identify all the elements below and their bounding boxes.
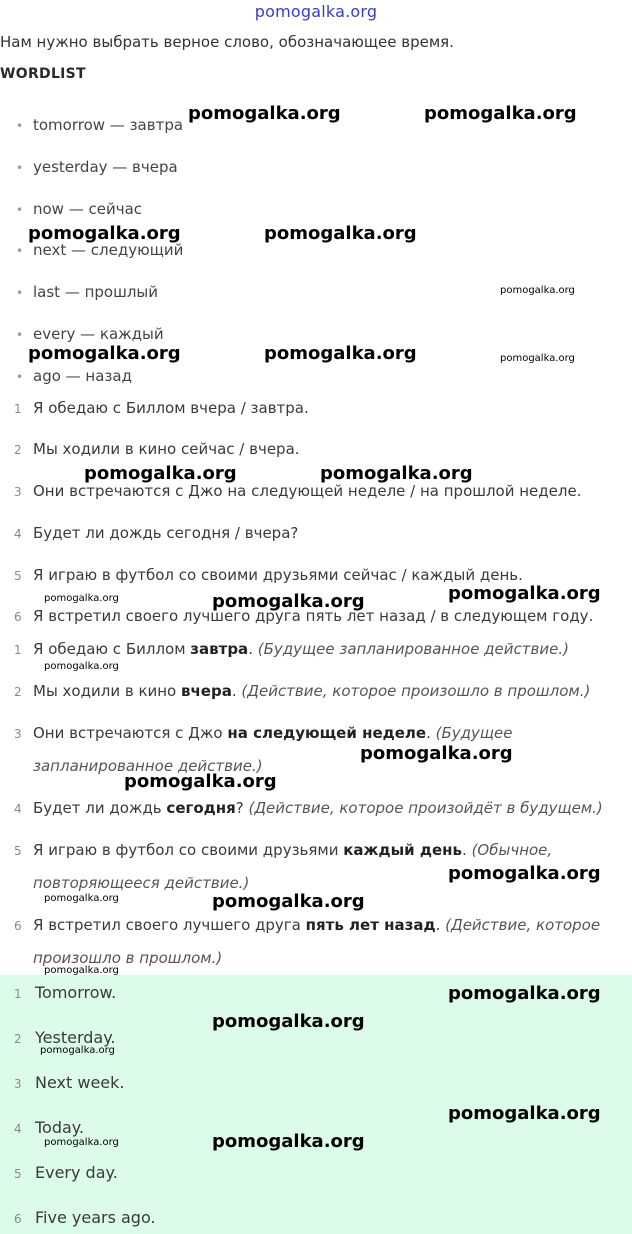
answer-note-continued: запланированное действие.) (33, 757, 263, 775)
short-answer: 1 Tomorrow. (14, 983, 117, 1002)
answer-item: 5 Я играю в футбол со своими друзьями каждый день. (Обычное, (14, 841, 553, 859)
answer-item: 3 Они встречаются с Джо на следующей неделе. (Будущее (14, 724, 513, 742)
watermark: pomogalka.org (500, 285, 575, 296)
watermark: pomogalka.org (448, 863, 601, 884)
wordlist-item: • last — прошлый (16, 283, 159, 301)
exercise-item: 5 Я играю в футбол со своими друзьями сейчас / каждый день. (14, 566, 523, 584)
short-answer: 2 Yesterday. (14, 1028, 116, 1047)
watermark: pomogalka.org (320, 463, 473, 484)
answer-item: 4 Будет ли дождь сегодня? (Действие, которое произойдёт в будущем.) (14, 799, 603, 817)
watermark: pomogalka.org (188, 103, 341, 124)
site-logo[interactable]: pomogalka.org (254, 2, 378, 21)
watermark: pomogalka.org (84, 463, 237, 484)
watermark: pomogalka.org (212, 1011, 365, 1032)
watermark: pomogalka.org (44, 1137, 119, 1148)
answer-note-continued: повторяющееся действие.) (33, 874, 250, 892)
exercise-item: 1 Я обедаю с Биллом вчера / завтра. (14, 399, 309, 417)
bullet-icon: • (16, 244, 24, 258)
exercise-item: 2 Мы ходили в кино сейчас / вчера. (14, 440, 300, 458)
answer-item: 2 Мы ходили в кино вчера. (Действие, которое произошло в прошлом.) (14, 682, 591, 700)
watermark: pomogalka.org (448, 983, 601, 1004)
watermark: pomogalka.org (360, 743, 513, 764)
watermark: pomogalka.org (44, 893, 119, 904)
wordlist-title: WORDLIST (0, 66, 86, 82)
bullet-icon: • (16, 119, 24, 133)
wordlist-item: • yesterday — вчера (16, 158, 178, 176)
watermark: pomogalka.org (264, 343, 417, 364)
wordlist-item: • tomorrow — завтра (16, 116, 184, 134)
bullet-icon: • (16, 286, 24, 300)
wordlist-item: • ago — назад (16, 367, 132, 385)
watermark: pomogalka.org (212, 1131, 365, 1152)
watermark: pomogalka.org (28, 223, 181, 244)
answer-item: 1 Я обедаю с Биллом завтра. (Будущее запланированное действие.) (14, 640, 569, 658)
bullet-icon: • (16, 203, 24, 217)
watermark: pomogalka.org (28, 343, 181, 364)
short-answer: 5 Every day. (14, 1163, 118, 1182)
exercise-item: 6 Я встретил своего лучшего друга пять лет назад / в следующем году. (14, 607, 594, 625)
watermark: pomogalka.org (212, 591, 365, 612)
watermark: pomogalka.org (500, 353, 575, 364)
watermark: pomogalka.org (424, 103, 577, 124)
exercise-item: 3 Они встречаются с Джо на следующей неделе / на прошлой неделе. (14, 482, 582, 500)
short-answer: 6 Five years ago. (14, 1208, 156, 1227)
answer-note-continued: произошло в прошлом.) (33, 949, 223, 967)
watermark: pomogalka.org (40, 1045, 115, 1056)
watermark: pomogalka.org (448, 583, 601, 604)
watermark: pomogalka.org (264, 223, 417, 244)
wordlist-item: • now — сейчас (16, 200, 143, 218)
bullet-icon: • (16, 328, 24, 342)
short-answer: 3 Next week. (14, 1073, 125, 1092)
watermark: pomogalka.org (44, 965, 119, 976)
watermark: pomogalka.org (124, 771, 277, 792)
exercise-item: 4 Будет ли дождь сегодня / вчера? (14, 524, 299, 542)
watermark: pomogalka.org (448, 1103, 601, 1124)
watermark: pomogalka.org (44, 661, 119, 672)
bullet-icon: • (16, 161, 24, 175)
answer-item: 6 Я встретил своего лучшего друга пять лет назад. (Действие, которое (14, 916, 601, 934)
wordlist-item: • next — следующий (16, 241, 184, 259)
watermark: pomogalka.org (212, 891, 365, 912)
short-answer: 4 Today. (14, 1118, 85, 1137)
intro-text: Нам нужно выбрать верное слово, обозначающее время. (0, 33, 454, 51)
wordlist-item: • every — каждый (16, 325, 164, 343)
bullet-icon: • (16, 370, 24, 384)
watermark: pomogalka.org (44, 593, 119, 604)
